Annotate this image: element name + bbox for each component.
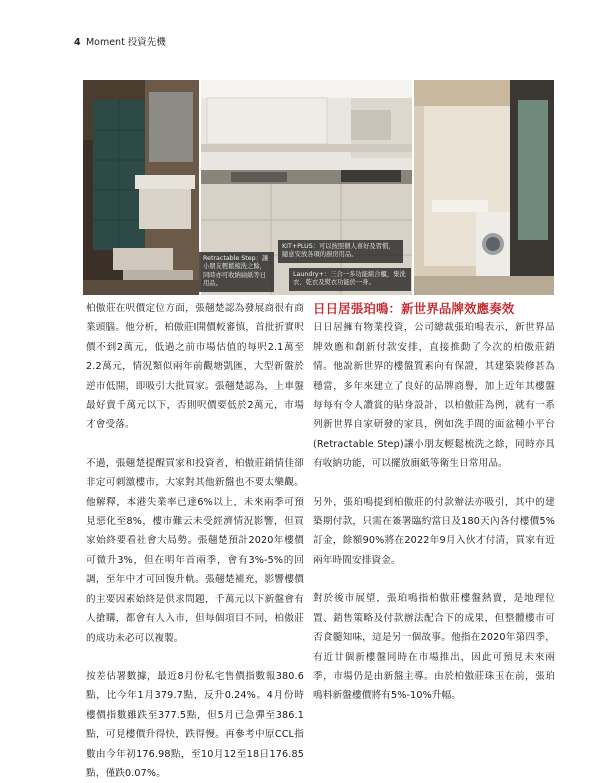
section-heading: 日日居張珀鳴：新世界品牌效應奏效 xyxy=(313,301,515,316)
page-number: 4 xyxy=(74,37,81,48)
paragraph: 對於後市展望，張珀鳴指柏傲莊樓盤熱賣，是地理位置、銷售策略及付款辦法配合下的成果，但整體樓市可否食髓知味，這是另一個故事。他指在2020年第四季，有近廿個新樓盤同時在市場推出，因此可預見未來兩季，市場仍是由新盤主導。由於柏傲莊珠玉在前，張珀鳴料新盤樓價將有5%-10%升幅。 xyxy=(313,593,555,702)
caption-laundry-plus: Laundry+：三合一多功能組合櫃，集洗衣、乾衣及熨衣功能於一身。 xyxy=(289,268,411,291)
paragraph: 不過，張翹楚提醒買家和投資者，柏傲莊銷情佳卻非定可刺激樓市，大家對其他新盤也不要太樂觀。他解釋，本港失業率已達6%以上，未來兩季可預見惡化至8%，樓市難云未受經濟情況影響，但買家始終要看社會大局勢。張翹楚預計2020年樓價可微升3%，但在明年首兩季，會有3%-5%的回調，至年中才可回復升軌。張翹楚補充，影響樓價的主要因素始終是供求問題，千萬元以下新盤會有人搶購，都會有人入市，但每個項目不同，柏傲莊的成功未必可以複製。 xyxy=(86,457,304,644)
caption-kit-plus: KIT+PLUS：可以按照個人喜好及習慣，隨意安放各項的廚房用品。 xyxy=(278,240,403,263)
article-right-column xyxy=(313,299,555,706)
paragraph: 按差估署數據，最近8月份私宅售價指數報380.6點，比今年1月379.7點，反升0.24%。4月份時樓價指數雖跌至377.5點，但5月已急彈至386.1點，可見樓價升得快，跌得慢。再參考中原CCL指數由今年初176.98點，至10月12至18日176.85點，僅跌0.07%。 xyxy=(86,670,304,779)
running-header xyxy=(74,34,166,48)
laundry-photo xyxy=(414,80,554,295)
paragraph: 日日居擁有物業投資，公司總裁張珀鳴表示，新世界品牌效應和創新付款安排，直接推動了今次的柏傲莊銷情。他說新世界的樓盤質素向有保證，其建築裝修甚為穩當，多年來建立了良好的品牌商譽，加上近年其樓盤每每有令人讚賞的貼身設計，以柏傲莊為例，就有一系列新世界自家研發的家具，例如洗手間的面盆種小平台(Retractable Step)讓小朋友輕鬆梳洗之餘，同時亦具有收納功能，可以擺放廁紙等衛生日常用品。 xyxy=(313,322,555,470)
bathroom-photo xyxy=(83,80,199,295)
magazine-title: Moment 投資先機 xyxy=(85,37,166,48)
paragraph: 柏傲莊在呎價定位方面，張翹楚認為發展商很有商業頭腦。他分析，柏傲莊Ⅰ開價較審慎，首批折實呎價不到2萬元，低過之前市場估值的每呎2.1萬至2.2萬元，情況類似兩年前觀塘凱匯，大型新盤於逆市低開，即吸引大批買家。張翹楚認為，上車盤最好賣千萬元以下，否則呎價要低於2萬元，市場才會受落。 xyxy=(86,303,304,431)
paragraph: 另外，張珀鳴提到柏傲莊的付款辦法亦吸引，其中的建築期付款，只需在簽署臨約當日及180天內各付樓價5%訂金，餘額90%將在2022年9月入伙才付清，買家有近兩年時間安排資金。 xyxy=(313,496,555,566)
caption-retractable-step: Retractable Step：讓小朋友輕鬆梳洗之餘，同時亦可收納廁紙等日用品。 xyxy=(199,252,274,292)
article-left-column xyxy=(86,299,304,783)
